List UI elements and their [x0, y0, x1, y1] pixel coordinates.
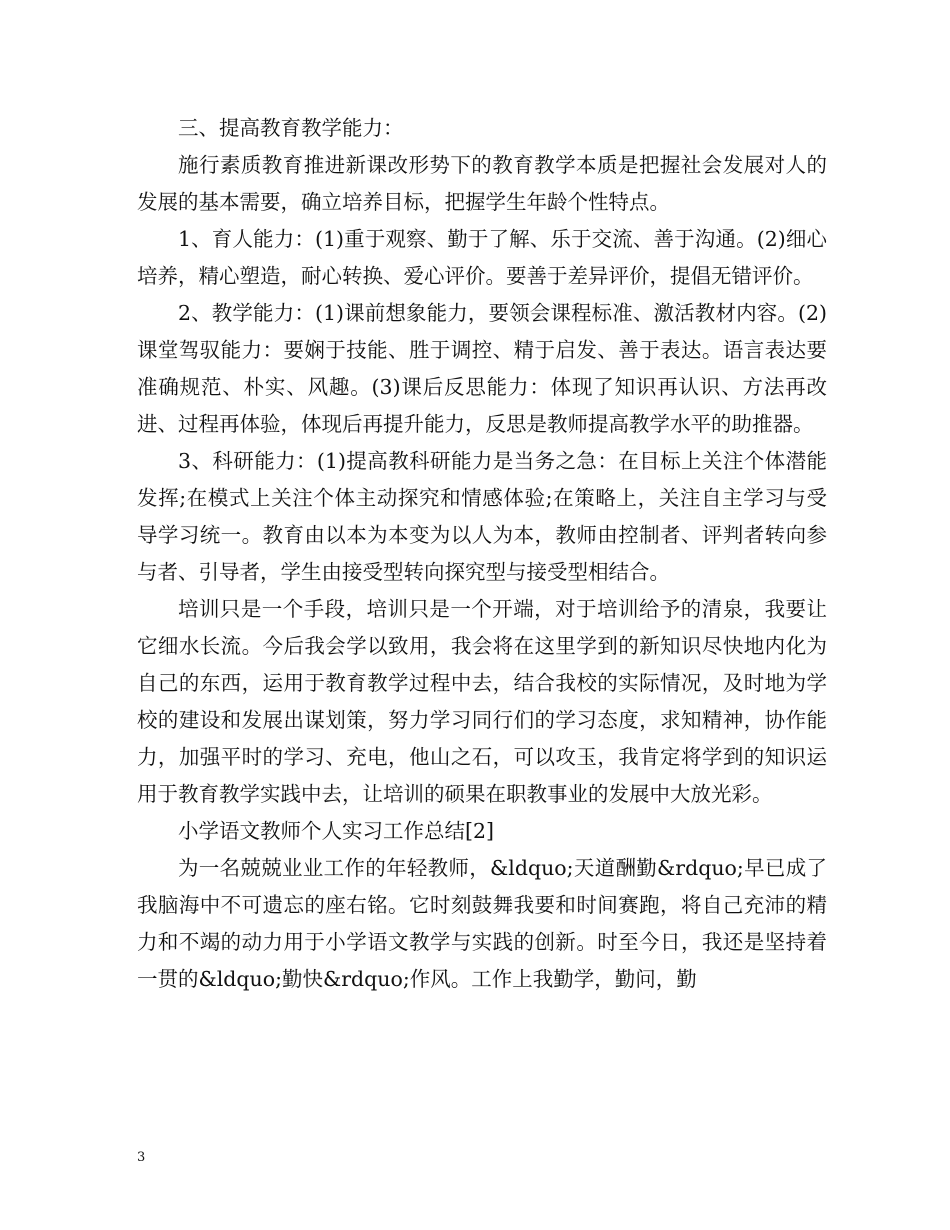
training-summary-paragraph: 培训只是一个手段，培训只是一个开端，对于培训给予的清泉，我要让它细水长流。今后我会学以致用，我会将在这里学到的新知识尽快地内化为自己的东西，运用于教育教学过程中去，结合我校的实际情况，及时地为学校的建设和发展出谋划策，努力学习同行们的学习态度，求知精神，协作能力，加强平时的学习、充电，他山之石，可以攻玉，我肯定将学到的知识运用于教育教学实践中去，让培训的硕果在职教事业的发展中大放光彩。: [137, 597, 827, 806]
section-heading: 三、提高教育教学能力：: [178, 116, 404, 140]
article-opening-paragraph: 为一名兢兢业业工作的年轻教师，&ldquo;天道酬勤&rdquo;早已成了我脑海中不可遗忘的座右铭。它时刻鼓舞我要和时间赛跑，将自己充沛的精力和不竭的动力用于小学语文教学与实践的创新。时至今日，我还是坚持着一贯的&ldquo;勤快&rdquo;作风。工作上我勤学，勤问，勤: [137, 856, 827, 991]
parenting-ability-paragraph: 1、育人能力：(1)重于观察、勤于了解、乐于交流、善于沟通。(2)细心培养，精心塑造，耐心转换、爱心评价。要善于差异评价，提倡无错评价。: [137, 227, 827, 288]
research-ability-paragraph: 3、科研能力：(1)提高教科研能力是当务之急：在目标上关注个体潜能发挥;在模式上关注个体主动探究和情感体验;在策略上，关注自主学习与受导学习统一。教育由以本为本变为以人为本，教师由控制者、评判者转向参与者、引导者，学生由接受型转向探究型与接受型相结合。: [137, 449, 827, 584]
teaching-ability-paragraph: 2、教学能力：(1)课前想象能力，要领会课程标准、激活教材内容。(2)课堂驾驭能力：要娴于技能、胜于调控、精于启发、善于表达。语言表达要准确规范、朴实、风趣。(3)课后反思能力：体现了知识再认识、方法再改进、过程再体验，体现后再提升能力，反思是教师提高教学水平的助推器。: [137, 301, 827, 436]
article-title: 小学语文教师个人实习工作总结[2]: [178, 819, 495, 843]
intro-paragraph: 施行素质教育推进新课改形势下的教育教学本质是把握社会发展对人的发展的基本需要，确立培养目标，把握学生年龄个性特点。: [137, 153, 827, 214]
document-body: [137, 110, 827, 998]
page-number: 3: [137, 1150, 146, 1165]
